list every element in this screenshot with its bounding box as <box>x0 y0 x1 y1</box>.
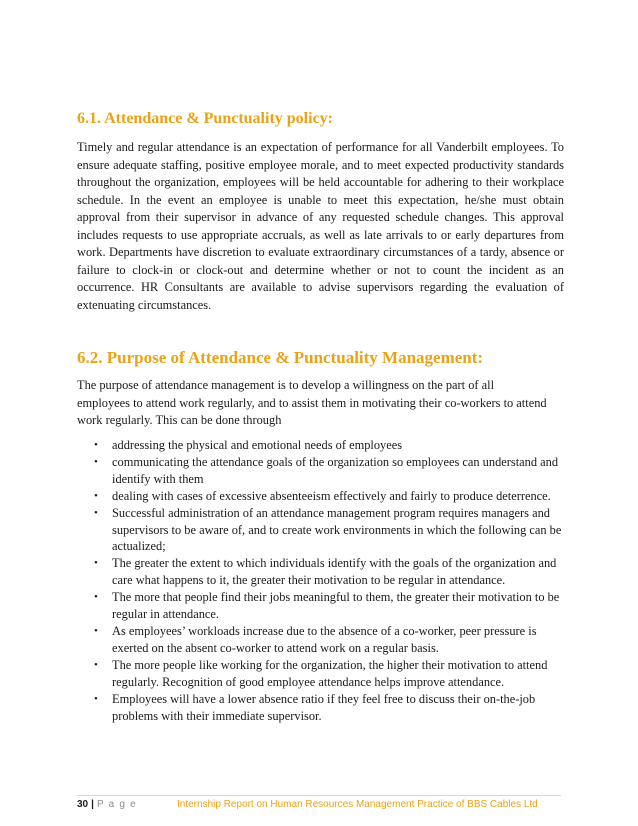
footer-separator: | <box>91 799 94 810</box>
bullet-icon: • <box>94 455 98 468</box>
bullet-list <box>77 437 564 724</box>
bullet-text: The more people like working for the organization, the higher their motivation to attend regularly. Recognition of good employee attendance helps improve attendance. <box>112 657 548 689</box>
bullet-item <box>77 505 564 556</box>
bullet-icon: • <box>94 489 98 502</box>
bullet-item <box>77 691 564 725</box>
bullet-icon: • <box>94 692 98 705</box>
page-footer <box>77 799 567 810</box>
bullet-text: Employees will have a lower absence ratio if they feel free to discuss their on-the-job problems with their immediate supervisor. <box>112 691 536 723</box>
bullet-text: Successful administration of an attendance management program requires managers and supervisors to be aware of, and to create work environments in which the following can be actualized; <box>112 505 562 554</box>
bullet-text: As employees’ workloads increase due to the absence of a co-worker, peer pressure is exerted on the absent co-worker to attend work on a regular basis. <box>112 623 537 655</box>
bullet-item <box>77 623 564 657</box>
footer-divider <box>77 795 561 796</box>
bullet-icon: • <box>94 506 98 519</box>
bullet-text: dealing with cases of excessive absenteeism effectively and fairly to produce deterrence. <box>112 488 551 503</box>
bullet-text: The more that people find their jobs meaningful to them, the greater their motivation to be regular in attendance. <box>112 590 560 622</box>
bullet-item <box>77 657 564 691</box>
bullet-item <box>77 555 564 589</box>
bullet-icon: • <box>94 591 98 604</box>
bullet-icon: • <box>94 439 98 451</box>
page-number: 30 <box>77 799 89 810</box>
section-heading-attendance-policy: 6.1. Attendance & Punctuality policy: <box>77 110 333 127</box>
bullet-item <box>77 589 564 623</box>
bullet-text: addressing the physical and emotional needs of employees <box>112 438 403 452</box>
bullet-item <box>77 454 564 488</box>
bullet-icon: • <box>94 557 98 570</box>
bullet-item <box>77 437 564 454</box>
bullet-text: The greater the extent to which individuals identify with the goals of the organization and care what happens to it, the greater their motivation to be regular in attendance. <box>112 556 557 588</box>
bullet-item <box>77 488 564 505</box>
attendance-policy-paragraph: Timely and regular attendance is an expectation of performance for all Vanderbilt employees. To ensure adequate staffing, positive employee morale, and to meet expected productivity standards throughout the organization, employees will be held accountable for adhering to their workplace schedule. In the event an employee is unable to meet this expectation, he/she must obtain approval from their supervisor in advance of any requested schedule changes. This approval includes requests to use appropriate accruals, as well as late arrivals to or early departures from work. Departments have discretion to evaluate extraordinary circumstances of a tardy, absence or failure to clock-in or clock-out and determine whether or not to count the incident as an occurrence. HR Consultants are available to advise supervisors regarding the evaluation of extenuating circumstances. <box>77 140 564 312</box>
bullet-icon: • <box>94 658 98 671</box>
bullet-text: communicating the attendance goals of the organization so employees can understand and identify with them <box>112 454 559 486</box>
bullet-icon: • <box>94 624 98 637</box>
section-heading-attendance-purpose: 6.2. Purpose of Attendance & Punctuality Management: <box>77 348 484 367</box>
attendance-purpose-paragraph: The purpose of attendance management is to develop a willingness on the part of all employees to attend work regularly, and to assist them in motivating their co-workers to attend work regularly. This can be done through <box>77 378 547 427</box>
page-label: P a g e <box>96 799 137 810</box>
footer-report-title: Internship Report on Human Resources Management Practice of BBS Cables Ltd <box>177 799 538 810</box>
